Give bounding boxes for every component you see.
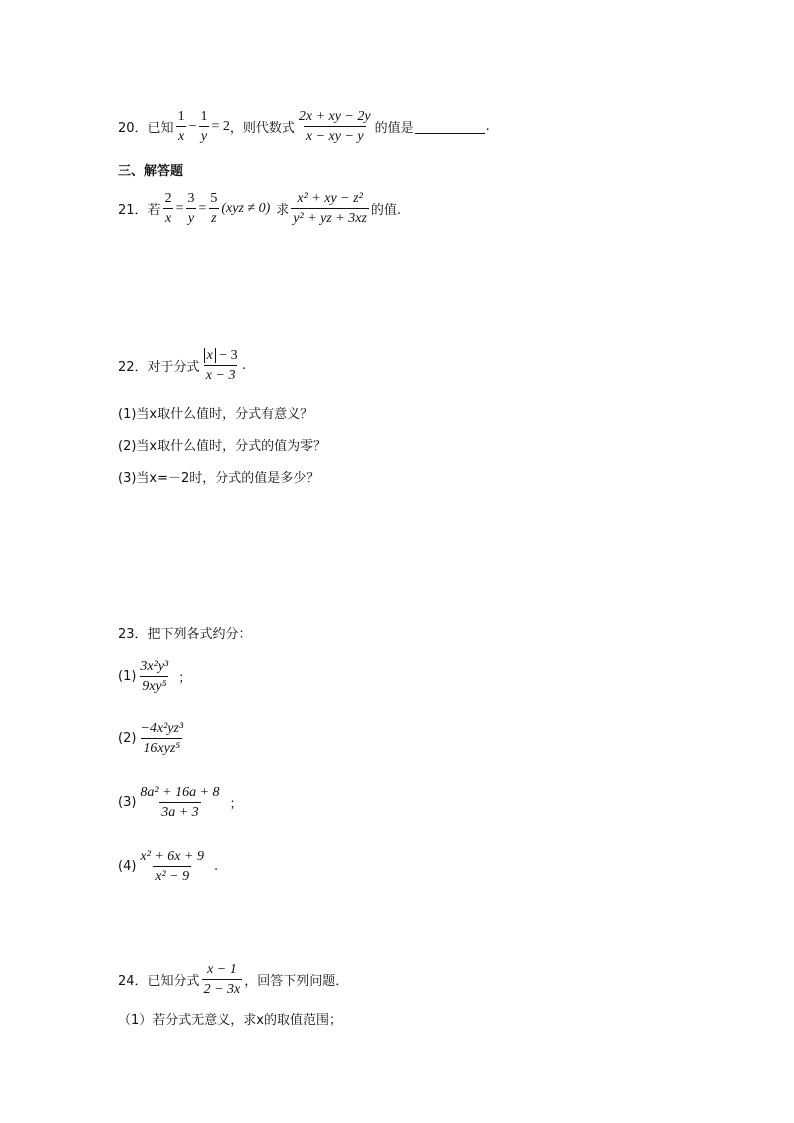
punctuation: ； (229, 797, 243, 812)
fraction: $\frac{\text{−4x²yz³}}{\text{16xyz⁵}}$ (140, 721, 184, 756)
question-text: 把下列各式约分： (147, 627, 252, 642)
question-21 (118, 190, 401, 227)
fraction: $\frac{x - 1}{2 - 3x}$ (203, 962, 241, 997)
question-23 (118, 623, 252, 642)
fraction: $\frac{\text{3x²y³}}{\text{9xy⁵}}$ (140, 659, 169, 694)
fraction: $\frac{2x + xy - 2y}{x - xy - y}$ (298, 109, 371, 144)
sub-question (118, 784, 243, 821)
sub-question (118, 658, 191, 695)
question-24 (118, 961, 348, 998)
question-text: ，回答下列问题． (244, 974, 349, 989)
question-text: ，则代数式 (229, 121, 295, 136)
fraction: $\frac{5}{z}$ (210, 191, 218, 226)
punctuation: ； (178, 671, 192, 686)
fraction: $\frac{1}{y}$ (200, 109, 208, 144)
section-title: 三、解答题 (118, 164, 184, 179)
question-text: 求 (276, 203, 290, 218)
punctuation: . (241, 358, 246, 373)
sub-question: (1)当x取什么值时，分式有意义？ (118, 407, 314, 422)
sub-question: (2)当x取什么值时，分式的值为零？ (118, 439, 327, 454)
fraction: $\frac{\text{x² + 6x + 9}}{\text{x² − 9}}$ (140, 849, 204, 884)
question-text: 的值是 (374, 121, 414, 136)
question-number: 24． (118, 974, 148, 989)
fraction: $\frac{1}{x}$ (177, 109, 185, 144)
question-text: 若 (147, 203, 161, 218)
fraction: $\frac{2}{x}$ (164, 191, 172, 226)
punctuation: . (213, 859, 219, 874)
part-label: (3) (118, 795, 137, 810)
operator: = (175, 200, 184, 216)
question-number: 21． (118, 203, 148, 218)
question-text: 对于分式 (147, 360, 200, 375)
fraction: $\frac{3}{y}$ (187, 191, 195, 226)
section-heading (118, 160, 183, 179)
sub-question (118, 848, 218, 885)
fraction: $\frac{\text{x² + xy − z²}}{\text{y² + yz + 3xz}}$ (293, 191, 367, 226)
punctuation: . (485, 119, 490, 134)
sub-question: （1）若分式无意义，求x的取值范围； (118, 1013, 342, 1028)
question-22 (118, 347, 246, 384)
question-text: 已知 (147, 121, 174, 136)
question-text: 的值. (370, 203, 402, 218)
fraction: $\frac{\text{8a² + 16a + 8}}{3a + 3}$ (140, 785, 220, 820)
operator: = (198, 200, 207, 216)
question-text: 已知分式 (147, 974, 200, 989)
question-number: 23． (118, 627, 148, 642)
part-label: (2) (118, 731, 137, 746)
sub-question: (3)当x=－2时，分式的值是多少？ (118, 471, 320, 486)
answer-blank[interactable] (415, 119, 485, 134)
fraction: $\frac{x - 3}{x - 3}$ (202, 347, 240, 384)
operator: − (188, 118, 197, 134)
sub-question (118, 720, 187, 757)
part-label: (1) (118, 669, 137, 684)
question-number: 20． (118, 121, 148, 136)
absolute-value: x (204, 348, 216, 363)
question-number: 22． (118, 360, 148, 375)
part-label: (4) (118, 859, 137, 874)
equation-value: = 2 (211, 118, 230, 134)
question-20 (118, 108, 490, 145)
condition: (xyz ≠ 0) (221, 200, 271, 216)
